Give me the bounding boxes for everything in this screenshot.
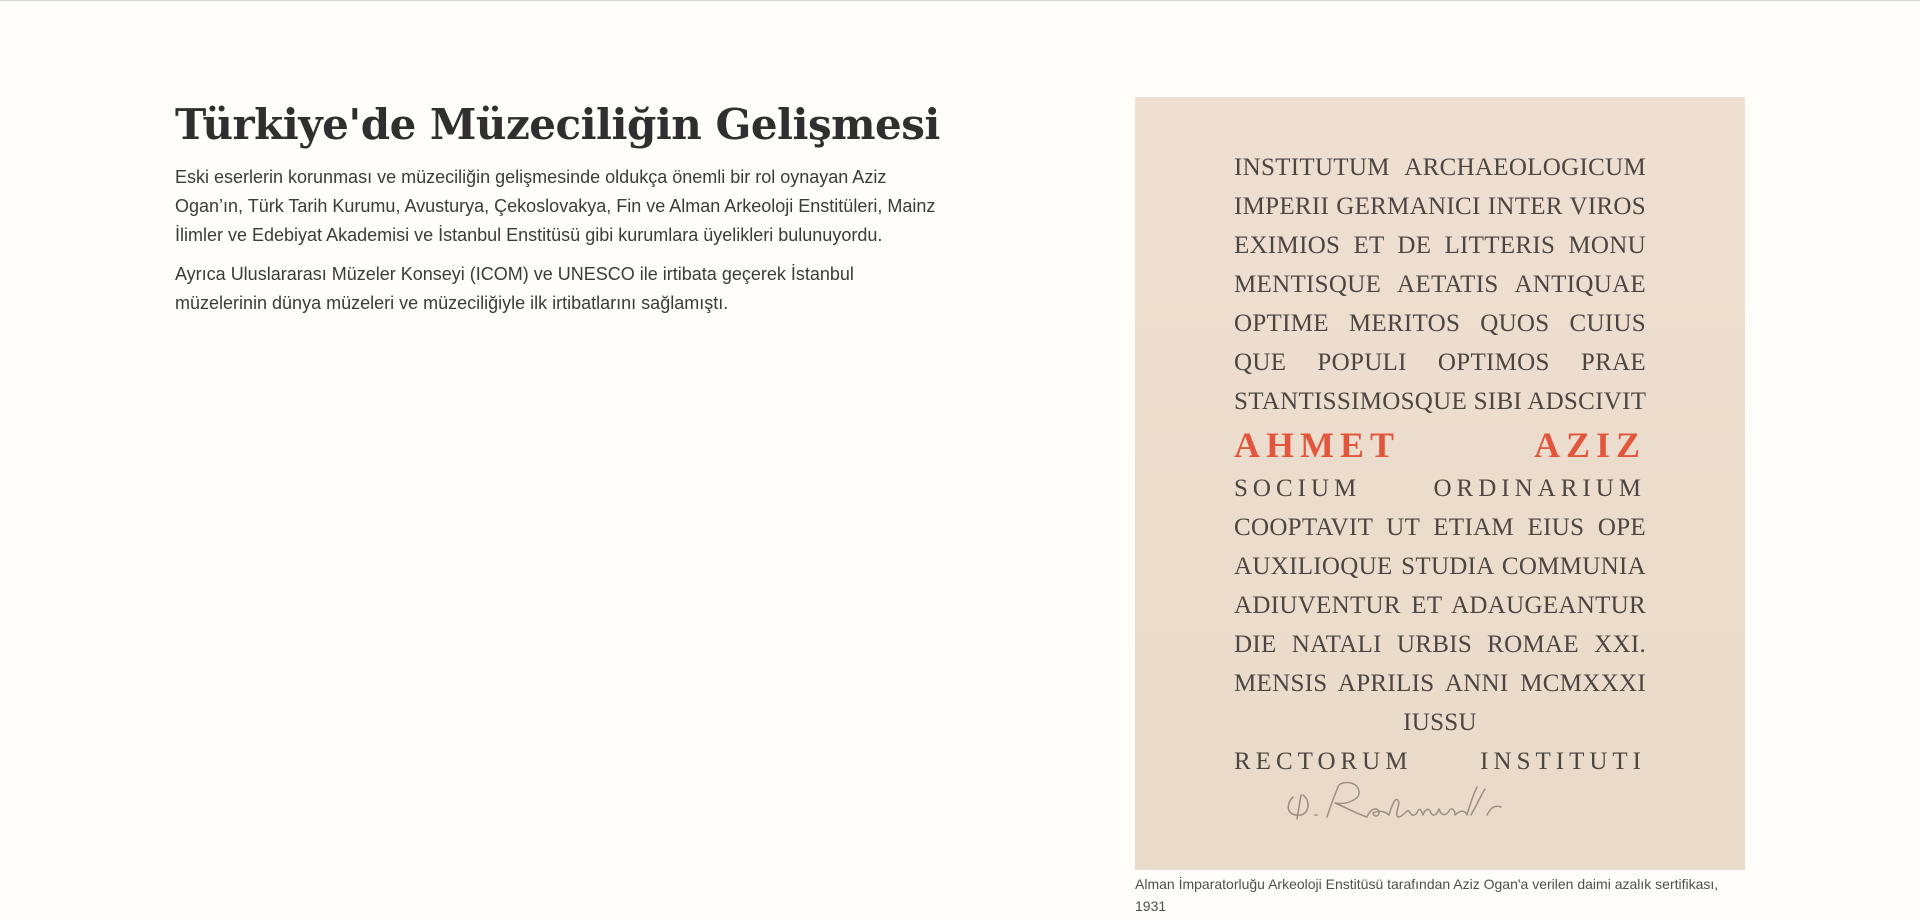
certificate-line: DIE NATALI URBIS ROMAE XXI.: [1234, 631, 1646, 658]
icom-paragraph: Ayrıca Uluslararası Müzeler Konseyi (ICOM) ve UNESCO ile irtibata geçerek İstanbul müzelerinin dünya müzeleri ve müzeciliğiyle ilk irtibatlarını sağlamıştı.: [175, 264, 854, 313]
certificate-line: MENSIS APRILIS ANNI MCMXXXI: [1234, 670, 1646, 697]
certificate-line: OPTIME MERITOS QUOS CUIUS: [1234, 310, 1646, 337]
certificate-line: AUXILIOQUE STUDIA COMMUNIA: [1234, 553, 1646, 580]
intro-paragraph: Eski eserlerin korunması ve müzeciliğin gelişmesinde oldukça önemli bir rol oynayan Aziz Ogan’ın, Türk Tarih Kurumu, Avusturya, Çekoslovakya, Fin ve Alman Arkeoloji Enstitüleri, Mainz İlimler ve Edebiyat Akademisi ve İstanbul Enstitüsü gibi kurumlara üyelikleri bulunuyordu.: [175, 167, 936, 245]
certificate-figure: [1135, 97, 1745, 917]
certificate-caption: Alman İmparatorluğu Arkeoloji Enstitüsü tarafından Aziz Ogan'a verilen daimi azalık sertifikası, 1931: [1135, 876, 1719, 914]
page-title: Türkiye'de Müzeciliğin Gelişmesi: [175, 100, 940, 149]
certificate-line: STANTISSIMOSQUE SIBI ADSCIVIT: [1234, 388, 1647, 415]
certificate-line: EXIMIOS ET DE LITTERIS MONU: [1234, 232, 1646, 259]
article-section: [175, 97, 945, 328]
certificate-line: RECTORUM INSTITUTI: [1234, 748, 1646, 775]
certificate-line: IUSSU: [1403, 709, 1477, 736]
certificate-line: IMPERII GERMANICI INTER VIROS: [1234, 193, 1646, 220]
certificate-line: SOCIUM ORDINARIUM: [1234, 475, 1646, 502]
certificate-line: MENTISQUE AETATIS ANTIQUAE: [1234, 271, 1646, 298]
certificate-line: ADIUVENTUR ET ADAUGEANTUR: [1234, 592, 1646, 619]
certificate-text: [1234, 148, 1646, 781]
certificate-recipient-name: AHMET AZIZ: [1234, 425, 1646, 465]
certificate-line: COOPTAVIT UT ETIAM EIUS OPE: [1234, 514, 1646, 541]
certificate-line: QUE POPULI OPTIMOS PRAE: [1234, 349, 1646, 376]
certificate-line: INSTITUTUM ARCHAEOLOGICUM: [1234, 154, 1646, 181]
signature-handwriting: [1275, 777, 1555, 827]
certificate-image: [1135, 97, 1745, 870]
